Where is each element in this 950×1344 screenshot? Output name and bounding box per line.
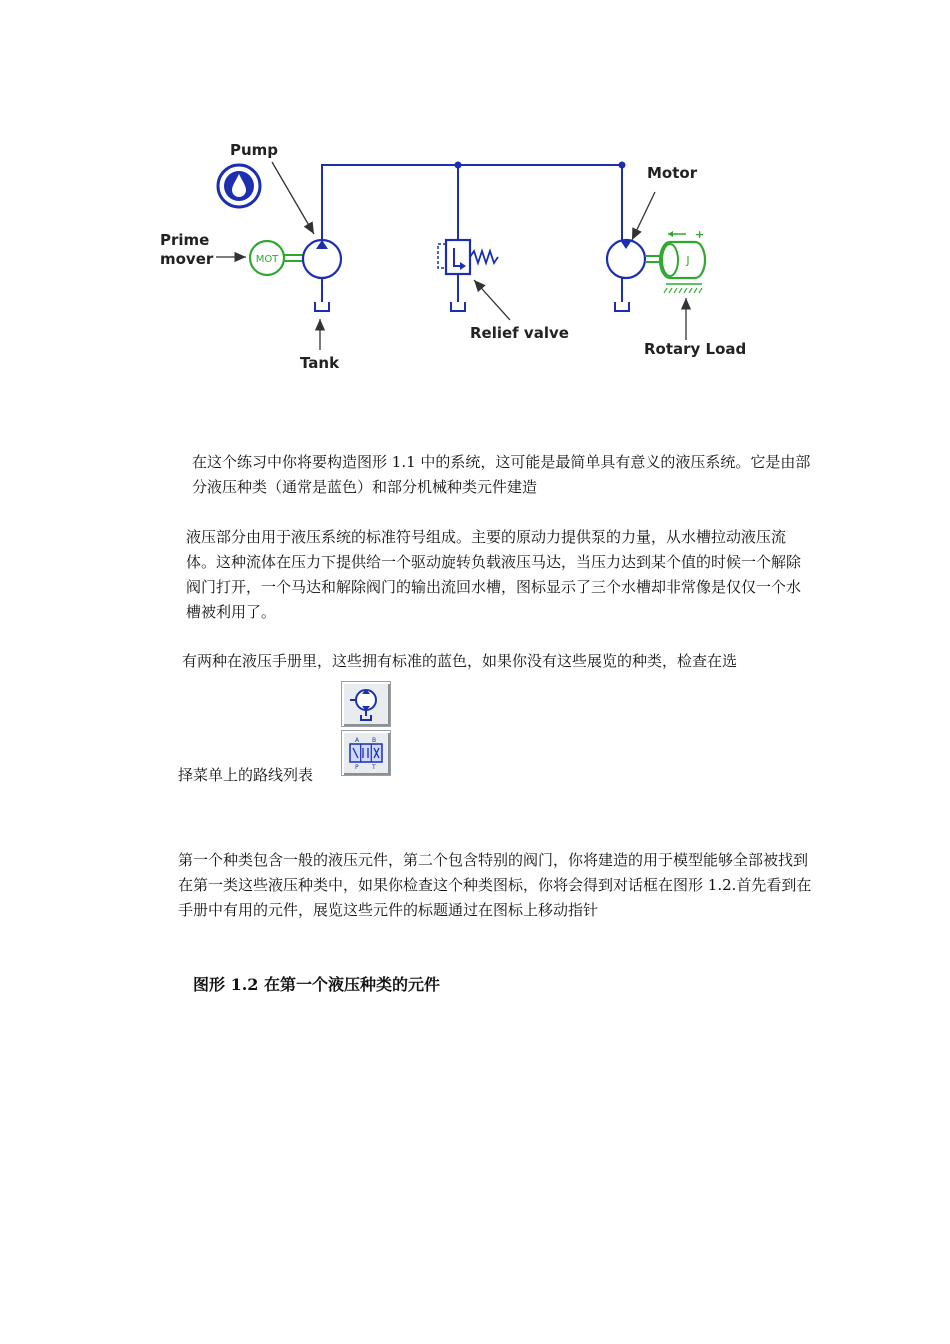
svg-text:B: B: [372, 737, 377, 744]
paragraph-4: 第一个种类包含一般的液压元件，第二个包含特别的阀门，你将建造的用于模型能够全部被找到在第一类这些液压种类中，如果你检查这个种类图标，你将会得到对话框在图形 1.2.首先看到在手册中有用的元件，展览这些元件的标题通过在图标上移动指针: [178, 851, 812, 919]
paragraph-1: 在这个练习中你将要构造图形 1.1 中的系统，这可能是最简单具有意义的液压系统。它是由部分液压种类（通常是蓝色）和部分机械种类元件建造: [192, 453, 811, 496]
prime-mover-label-line1: Prime: [160, 231, 210, 249]
tank-symbol-motor: [615, 302, 629, 311]
svg-text:+: +: [695, 228, 705, 241]
relief-valve: [438, 240, 498, 274]
pump-library-icon: [218, 165, 260, 207]
paragraph-3-line-1: 有两种在液压手册里，这些拥有标准的蓝色，如果你没有这些展览的种类，检查在选: [182, 652, 738, 670]
relief-valve-arrow: [474, 280, 510, 320]
svg-text:A: A: [355, 737, 360, 744]
hydraulic-pump: [303, 240, 341, 278]
figure-caption: 图形 1.2 在第一个液压种类的元件: [193, 975, 440, 994]
hydraulic-system-diagram: [150, 130, 770, 390]
valves-library-button[interactable]: [341, 730, 391, 776]
hydraulic-library-button[interactable]: [341, 681, 391, 727]
pump-label: Pump: [230, 141, 279, 159]
hydraulic-lines: [322, 165, 622, 302]
hydraulic-pump-icon: [346, 685, 386, 723]
motor-arrow: [632, 192, 655, 240]
pump-arrow: [272, 162, 314, 234]
load-j-label: J: [686, 254, 690, 267]
paragraph-2: 液压部分由用于液压系统的标准符号组成。主要的原动力提供泵的力量，从水槽拉动液压流体。这种流体在压力下提供给一个驱动旋转负载液压马达，当压力达到某个值的时候一个解除阀门打开，一个马达和解除阀门的输出流回水槽，图标显示了三个水槽却非常像是仅仅一个水槽被利用了。: [186, 528, 802, 621]
tank-label: Tank: [300, 354, 340, 372]
prime-mover-label-line2: mover: [160, 250, 214, 268]
relief-valve-label: Relief valve: [470, 324, 569, 342]
prime-mover-motor: [250, 241, 304, 275]
tank-symbol-pump: [315, 302, 329, 311]
motor-label: Motor: [647, 164, 698, 182]
hydraulic-valve-icon: [346, 734, 386, 772]
svg-text:T: T: [372, 764, 376, 771]
hydraulic-motor: [607, 240, 645, 278]
rotary-load: [645, 228, 705, 293]
paragraph-3-line-2: 择菜单上的路线列表: [178, 766, 314, 784]
tank-symbol-valve: [451, 302, 465, 311]
mot-label: MOT: [255, 254, 279, 265]
rotary-load-label: Rotary Load: [644, 340, 747, 358]
svg-text:P: P: [355, 764, 359, 771]
